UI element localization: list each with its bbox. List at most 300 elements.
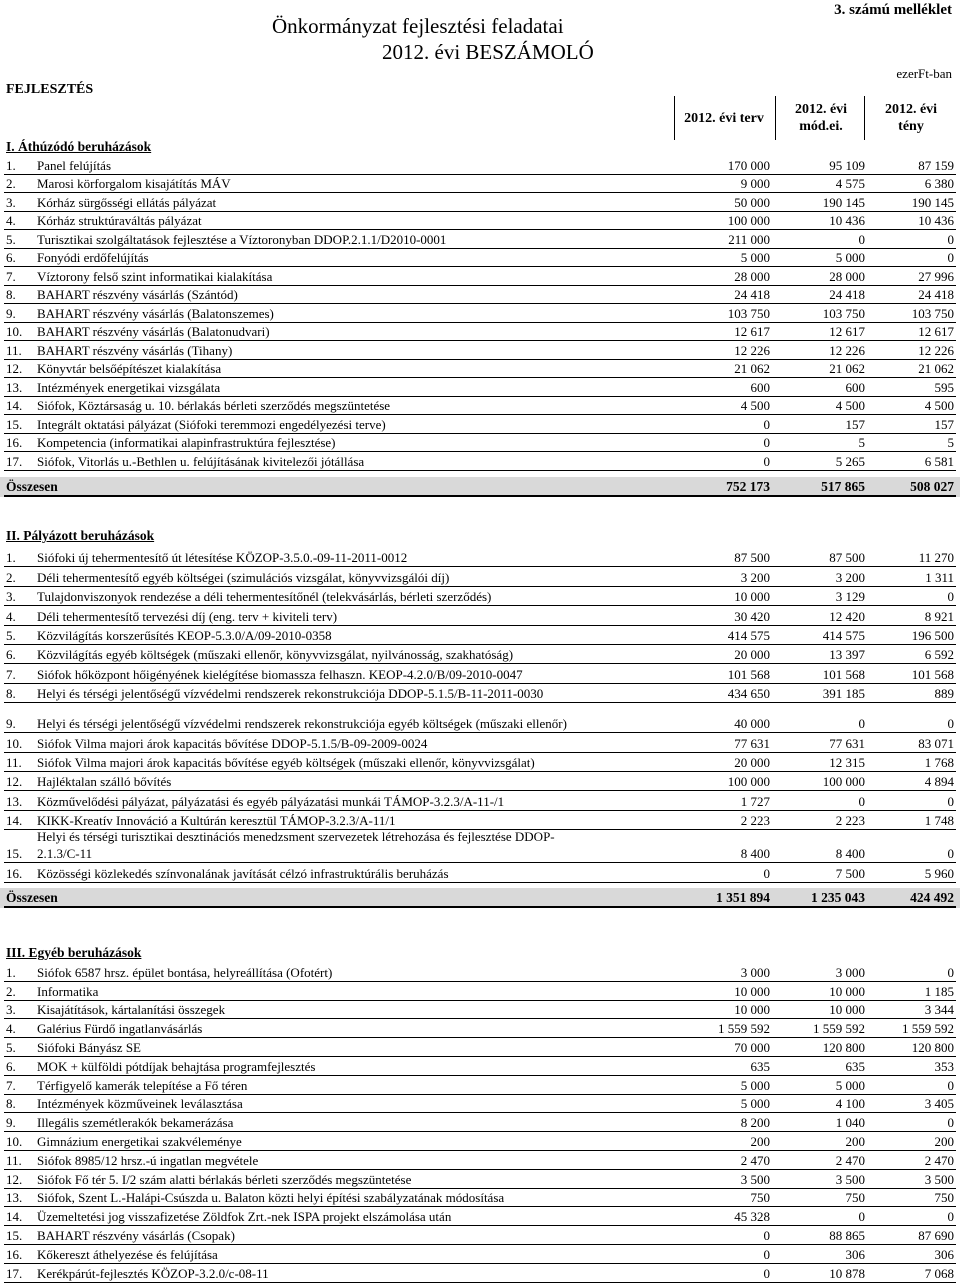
table-row	[0, 193, 960, 212]
total-label: Összesen	[6, 890, 58, 905]
value-actual: 1 748	[924, 813, 954, 829]
value-plan: 20 000	[734, 647, 770, 663]
value-plan: 10 000	[734, 589, 770, 605]
row-name: Könyvtár belsőépítészet kialakítása	[37, 361, 222, 376]
value-actual: 3 344	[924, 1002, 954, 1018]
row-number: 9.	[6, 716, 16, 732]
row-name: Siófok Vilma majori árok kapacitás bővítése egyéb költségek (műszaki ellenőr, könyvvizsgálat)	[37, 755, 535, 771]
value-plan: 20 000	[734, 755, 770, 771]
value-mod: 5	[858, 435, 865, 450]
row-number: 1.	[6, 550, 16, 566]
row-name: BAHART részvény vásárlás (Balatonudvari)	[37, 324, 270, 339]
table-row	[0, 587, 960, 606]
value-mod: 3 129	[835, 589, 865, 605]
value-plan: 0	[763, 1246, 770, 1262]
table-row	[0, 304, 960, 323]
table-row	[0, 772, 960, 791]
total-label: Összesen	[6, 479, 58, 494]
row-name: Siófok, Köztársaság u. 10. bérlakás bérleti szerződés megszüntetése	[37, 398, 391, 413]
row-number: 7.	[6, 666, 16, 682]
total-plan: 752 173	[726, 479, 770, 494]
value-mod: 750	[845, 1190, 865, 1206]
value-actual: 5	[947, 435, 954, 450]
value-plan: 10 000	[734, 983, 770, 999]
value-mod: 21 062	[829, 361, 865, 376]
value-plan: 9 000	[740, 176, 770, 191]
row-name: Kisajátítások, kártalanítási összegek	[37, 1002, 226, 1018]
value-actual: 101 568	[911, 666, 954, 682]
row-number: 11.	[6, 755, 22, 771]
value-actual: 0	[947, 1209, 954, 1225]
value-plan: 2 223	[740, 813, 770, 829]
section-title: I. Áthúzódó beruházások	[6, 139, 152, 154]
table-row	[0, 963, 960, 982]
row-divider	[4, 882, 956, 883]
value-plan: 5 000	[740, 1077, 770, 1093]
row-number: 8.	[6, 1096, 16, 1112]
row-divider	[4, 470, 956, 471]
table-row	[0, 791, 960, 810]
row-name: BAHART részvény vásárlás (Tihany)	[37, 342, 233, 358]
table-row	[0, 249, 960, 268]
value-mod: 0	[858, 716, 865, 732]
value-mod: 4 575	[835, 176, 865, 191]
row-number: 11.	[6, 1152, 22, 1168]
value-mod: 5 000	[835, 250, 865, 265]
row-number: 2.	[6, 176, 16, 191]
table-row	[0, 1095, 960, 1114]
value-mod: 24 418	[829, 287, 865, 302]
row-number: 7.	[6, 1077, 16, 1093]
value-mod: 4 100	[835, 1096, 865, 1112]
table-row	[0, 1001, 960, 1020]
table-row	[0, 1057, 960, 1076]
row-number: 6.	[6, 250, 16, 265]
value-actual: 0	[947, 1077, 954, 1093]
table-row	[0, 733, 960, 752]
row-number: 9.	[6, 1115, 16, 1131]
value-plan: 2 470	[740, 1152, 770, 1168]
row-number: 1.	[6, 964, 16, 980]
value-plan: 170 000	[727, 157, 770, 173]
value-mod: 10 000	[829, 1002, 865, 1018]
row-name: Siófok, Szent L.-Halápi-Csúszda u. Balaton közti helyi építési szabályzatának módosítása	[37, 1190, 505, 1206]
value-actual: 1 311	[925, 569, 954, 585]
value-mod: 100 000	[822, 774, 865, 790]
unit-label: ezerFt-ban	[896, 66, 952, 81]
value-plan: 100 000	[727, 213, 770, 228]
value-actual: 3 405	[924, 1096, 954, 1112]
table-row	[0, 645, 960, 664]
row-name: Kórház struktúraváltás pályázat	[37, 213, 202, 228]
row-name: MOK + külföldi pótdíjak behajtása programfejlesztés	[37, 1058, 316, 1074]
value-actual: 595	[934, 379, 954, 395]
row-name: Siófok 6587 hrsz. épület bontása, helyreállítása (Ofotért)	[37, 964, 333, 980]
value-plan: 12 617	[734, 324, 770, 339]
header-divider	[864, 96, 865, 140]
value-actual: 21 062	[918, 361, 954, 376]
value-actual: 87 690	[918, 1227, 954, 1243]
table-row	[0, 1132, 960, 1151]
row-name: Galérius Fürdő ingatlanvásárlás	[37, 1021, 203, 1037]
value-mod: 0	[858, 231, 865, 247]
column-header-plan: 2012. évi terv	[684, 111, 764, 126]
row-name: Helyi és térségi jelentőségű vízvédelmi rendszerek rekonstrukciója egyéb költségek (műszaki ellenőr)	[37, 716, 567, 732]
table-row	[0, 606, 960, 625]
row-number: 2.	[6, 569, 16, 585]
value-plan: 87 500	[734, 550, 770, 566]
value-mod: 200	[845, 1133, 865, 1149]
value-actual: 200	[934, 1133, 954, 1149]
value-actual: 196 500	[911, 627, 954, 643]
value-actual: 12 226	[918, 342, 954, 358]
value-mod: 2 223	[835, 813, 865, 829]
value-plan: 0	[763, 453, 770, 469]
total-row	[0, 888, 960, 908]
value-actual: 157	[934, 416, 954, 432]
value-mod: 157	[845, 416, 865, 432]
value-actual: 10 436	[918, 213, 954, 228]
row-name: Közösségi közlekedés színvonalának javítását célzó infrastruktúrális beruházás	[37, 865, 449, 881]
table-row	[0, 434, 960, 453]
total-plan: 1 351 894	[716, 890, 770, 905]
total-divider	[4, 906, 956, 908]
row-number: 13.	[6, 379, 23, 395]
value-mod: 0	[858, 793, 865, 809]
value-plan: 10 000	[734, 1002, 770, 1018]
row-number: 13.	[6, 1190, 23, 1206]
row-name: Közvilágítás egyéb költségek (műszaki ellenőr, könyvvizsgálat, nyilvánosság, szakhatóság)	[37, 647, 514, 663]
value-plan: 21 062	[734, 361, 770, 376]
value-actual: 1 768	[924, 755, 954, 771]
table-row	[0, 1170, 960, 1189]
value-mod: 12 420	[829, 608, 865, 624]
row-number: 15.	[6, 416, 23, 432]
row-number: 2.	[6, 983, 16, 999]
value-plan: 101 568	[727, 666, 770, 682]
row-name: Gimnázium energetikai szakvéleménye	[37, 1133, 242, 1149]
row-name: Siófok Vilma majori árok kapacitás bővítése DDOP-5.1.5/B-09-2009-0024	[37, 735, 428, 751]
row-name: Panel felújítás	[37, 157, 112, 173]
table-row	[0, 323, 960, 342]
value-plan: 5 000	[740, 250, 770, 265]
value-plan: 5 000	[740, 1096, 770, 1112]
value-mod: 12 226	[829, 342, 865, 358]
annex-label: 3. számú melléklet	[834, 2, 952, 18]
value-mod: 10 436	[829, 213, 865, 228]
total-row	[0, 477, 960, 497]
section-title: III. Egyéb beruházások	[6, 945, 142, 960]
row-number: 17.	[6, 453, 23, 469]
row-number: 6.	[6, 1058, 16, 1074]
value-actual: 0	[947, 716, 954, 732]
row-number: 9.	[6, 305, 16, 321]
value-actual: 6 581	[924, 453, 954, 469]
table-row	[0, 684, 960, 703]
row-name: Kompetencia (informatikai alapinfrastruktúra fejlesztése)	[37, 435, 336, 450]
row-number: 16.	[6, 435, 23, 450]
value-plan: 200	[750, 1133, 770, 1149]
row-name: BAHART részvény vásárlás (Balatonszemes)	[37, 305, 274, 321]
row-name: Siófok, Vitorlás u.-Bethlen u. felújításának kivitelezői jótállása	[37, 453, 365, 469]
table-row	[0, 286, 960, 305]
row-name: Siófoki Bányász SE	[37, 1039, 141, 1055]
total-actual: 424 492	[910, 890, 954, 905]
value-plan: 100 000	[727, 774, 770, 790]
value-actual: 6 592	[924, 647, 954, 663]
row-name: Illegális szemétlerakók bekamerázása	[37, 1115, 234, 1131]
section-title: II. Pályázott beruházások	[6, 528, 155, 543]
value-mod: 95 109	[829, 157, 865, 173]
row-name: Siófok hőközpont hőigényének kielégítése biomassza felhaszn. KEOP-4.2.0/B/09-2010-0047	[37, 666, 523, 682]
value-actual: 8 921	[924, 608, 954, 624]
row-number: 4.	[6, 1021, 16, 1037]
value-mod: 12 617	[829, 324, 865, 339]
total-actual: 508 027	[910, 479, 954, 494]
value-mod: 88 865	[829, 1227, 865, 1243]
row-name: Tulajdonviszonyok rendezése a déli tehermentesítőnél (telekvásárlás, bérleti szerződés)	[37, 589, 492, 605]
row-number: 8.	[6, 686, 16, 702]
row-name: BAHART részvény vásárlás (Szántód)	[37, 287, 238, 302]
table-row	[0, 156, 960, 175]
table-row	[0, 378, 960, 397]
column-header-mod: 2012. évi mód.ei.	[794, 102, 848, 134]
value-actual: 2 470	[924, 1152, 954, 1168]
table-row	[0, 1038, 960, 1057]
value-actual: 0	[947, 231, 954, 247]
table-row	[0, 230, 960, 249]
table-row	[0, 360, 960, 379]
row-name: Intézmények közműveinek leválasztása	[37, 1096, 243, 1112]
row-name: Fonyódi erdőfelújítás	[37, 250, 149, 265]
value-mod: 4 500	[835, 398, 865, 413]
value-plan: 1 559 592	[718, 1021, 770, 1037]
row-number: 5.	[6, 231, 16, 247]
value-plan: 45 328	[734, 1209, 770, 1225]
row-number: 4.	[6, 608, 16, 624]
value-actual: 12 617	[918, 324, 954, 339]
value-mod: 3 000	[835, 964, 865, 980]
value-plan: 4 500	[740, 398, 770, 413]
value-plan: 414 575	[727, 627, 770, 643]
value-mod: 5 265	[835, 453, 865, 469]
value-mod: 10 878	[829, 1265, 865, 1281]
value-plan: 600	[750, 379, 770, 395]
value-plan: 211 000	[728, 231, 770, 247]
table-row	[0, 567, 960, 586]
value-plan: 0	[763, 416, 770, 432]
value-plan: 635	[750, 1058, 770, 1074]
value-plan: 3 000	[740, 964, 770, 980]
table-row	[0, 415, 960, 434]
value-plan: 0	[763, 1265, 770, 1281]
row-name: Turisztikai szolgáltatások fejlesztése a Víztoronyban DDOP.2.1.1/D2010-0001	[37, 231, 447, 247]
row-name-continued: 2.1.3/C-11	[37, 846, 93, 862]
row-number: 3.	[6, 1002, 16, 1018]
table-row	[0, 703, 960, 733]
row-number: 13.	[6, 793, 23, 809]
table-row	[0, 626, 960, 645]
row-name: Kerékpárút-fejlesztés KÖZOP-3.2.0/c-08-11	[37, 1265, 269, 1281]
value-mod: 0	[858, 1209, 865, 1225]
table-row	[0, 664, 960, 683]
row-name: Déli tehermentesítő tervezési díj (eng. terv + kiviteli terv)	[37, 608, 338, 624]
row-number: 6.	[6, 647, 16, 663]
value-mod: 120 800	[822, 1039, 865, 1055]
value-mod: 28 000	[829, 268, 865, 284]
value-mod: 414 575	[822, 627, 865, 643]
row-number: 7.	[6, 268, 16, 284]
value-actual: 0	[947, 1115, 954, 1131]
section-label: FEJLESZTÉS	[6, 82, 94, 97]
row-name: Siófoki új tehermentesítő út létesítése KÖZOP-3.5.0.-09-11-2011-0012	[37, 550, 408, 566]
row-name: KIKK-Kreatív Innováció a Kultúrán keresztül TÁMOP-3.2.3/A-11/1	[37, 813, 396, 829]
value-actual: 103 750	[911, 305, 954, 321]
value-plan: 3 500	[740, 1171, 770, 1187]
value-actual: 11 270	[918, 550, 954, 566]
table-row	[0, 267, 960, 286]
value-actual: 5 960	[924, 865, 954, 881]
value-actual: 750	[934, 1190, 954, 1206]
value-plan: 24 418	[734, 287, 770, 302]
row-name: Közművelődési pályázat, pályázatási és egyéb pályázatási munkái TÁMOP-3.2.3/A-11-/1	[37, 793, 505, 809]
row-name: Intézmények energetikai vizsgálata	[37, 379, 221, 395]
table-row	[0, 341, 960, 360]
row-number: 17.	[6, 1265, 23, 1281]
page-title-line1: Önkormányzat fejlesztési feladatai	[272, 14, 564, 38]
value-mod: 7 500	[835, 865, 865, 881]
row-name: Déli tehermentesítő egyéb költségei (szimulációs vizsgálat, könyvvizsgálói díj)	[37, 569, 450, 585]
column-header-actual: 2012. évi tény	[884, 102, 938, 134]
value-actual: 0	[947, 964, 954, 980]
value-plan: 8 200	[740, 1115, 770, 1131]
row-number: 8.	[6, 287, 16, 302]
row-name: Informatika	[37, 983, 99, 999]
value-mod: 3 500	[835, 1171, 865, 1187]
total-mod: 1 235 043	[811, 890, 865, 905]
value-plan: 103 750	[727, 305, 770, 321]
value-plan: 28 000	[734, 268, 770, 284]
value-plan: 40 000	[734, 716, 770, 732]
value-actual: 24 418	[918, 287, 954, 302]
row-number: 10.	[6, 735, 23, 751]
table-row	[0, 1226, 960, 1245]
value-plan: 434 650	[727, 686, 770, 702]
row-number: 3.	[6, 194, 16, 210]
table-row	[0, 175, 960, 194]
row-name: Hajléktalan szálló bővítés	[37, 774, 172, 790]
value-actual: 87 159	[918, 157, 954, 173]
value-mod: 190 145	[822, 194, 865, 210]
table-row	[0, 1151, 960, 1170]
row-name: Helyi és térségi jelentőségű vízvédelmi rendszerek rekonstrukciója DDOP-5.1.5/B-11-2011-0030	[37, 686, 544, 702]
table-row	[0, 1076, 960, 1095]
value-plan: 12 226	[734, 342, 770, 358]
row-number: 12.	[6, 361, 23, 376]
value-mod: 600	[845, 379, 865, 395]
table-row	[0, 830, 960, 863]
row-number: 12.	[6, 774, 23, 790]
value-mod: 306	[845, 1246, 865, 1262]
table-row	[0, 1189, 960, 1208]
row-number: 15.	[6, 846, 23, 862]
value-mod: 10 000	[829, 983, 865, 999]
row-name: Kőkereszt áthelyezése és felújítása	[37, 1246, 218, 1262]
value-plan: 50 000	[734, 194, 770, 210]
table-row	[0, 1207, 960, 1226]
row-name: Kórház sürgősségi ellátás pályázat	[37, 194, 217, 210]
row-name: Helyi és térségi turisztikai desztinációs menedzsment szervezetek létrehozása és fejlesztése DDOP-	[37, 829, 555, 845]
total-divider	[4, 495, 956, 497]
table-row	[0, 982, 960, 1001]
value-mod: 5 000	[835, 1077, 865, 1093]
row-number: 10.	[6, 324, 23, 339]
value-actual: 190 145	[911, 194, 954, 210]
value-mod: 1 040	[835, 1115, 865, 1131]
table-row	[0, 1113, 960, 1132]
row-name: Integrált oktatási pályázat (Siófoki teremmozi engedélyezési terve)	[37, 416, 386, 432]
row-number: 10.	[6, 1133, 23, 1149]
value-actual: 1 185	[924, 983, 954, 999]
value-plan: 1 727	[740, 793, 770, 809]
value-plan: 0	[763, 865, 770, 881]
row-number: 3.	[6, 589, 16, 605]
row-name: Víztorony felső szint informatikai kialakítása	[37, 268, 273, 284]
value-actual: 0	[947, 250, 954, 265]
value-plan: 8 400	[740, 846, 770, 862]
value-mod: 12 315	[829, 755, 865, 771]
table-row	[0, 397, 960, 416]
row-number: 14.	[6, 1209, 23, 1225]
value-actual: 6 380	[924, 176, 954, 191]
row-number: 16.	[6, 1246, 23, 1262]
row-number: 4.	[6, 213, 16, 228]
value-mod: 13 397	[829, 647, 865, 663]
row-number: 1.	[6, 157, 16, 173]
value-mod: 77 631	[829, 735, 865, 751]
table-row	[0, 1264, 960, 1283]
value-actual: 3 500	[924, 1171, 954, 1187]
value-mod: 87 500	[829, 550, 865, 566]
value-plan: 750	[750, 1190, 770, 1206]
table-row	[0, 1245, 960, 1264]
table-row	[0, 1019, 960, 1038]
row-name: Siófok 8985/12 hrsz.-ú ingatlan megvétele	[37, 1152, 259, 1168]
value-plan: 0	[763, 1227, 770, 1243]
value-mod: 101 568	[822, 666, 865, 682]
row-number: 12.	[6, 1171, 23, 1187]
row-number: 5.	[6, 627, 16, 643]
table-row	[0, 212, 960, 231]
row-name: Marosi körforgalom kisajátítás MÁV	[37, 176, 231, 191]
value-mod: 2 470	[835, 1152, 865, 1168]
table-row	[0, 753, 960, 772]
value-mod: 3 200	[835, 569, 865, 585]
value-plan: 30 420	[734, 608, 770, 624]
row-name: Térfigyelő kamerák telepítése a Fő téren	[37, 1077, 248, 1093]
value-plan: 3 200	[740, 569, 770, 585]
value-mod: 8 400	[835, 846, 865, 862]
row-number: 16.	[6, 865, 23, 881]
value-actual: 4 500	[924, 398, 954, 413]
value-plan: 77 631	[734, 735, 770, 751]
page-title-line2: 2012. évi BESZÁMOLÓ	[382, 40, 594, 64]
value-actual: 353	[934, 1058, 954, 1074]
row-name: Közvilágítás korszerűsítés KEOP-5.3.0/A/09-2010-0358	[37, 627, 332, 643]
value-actual: 1 559 592	[902, 1021, 954, 1037]
value-plan: 70 000	[734, 1039, 770, 1055]
table-row	[0, 452, 960, 471]
